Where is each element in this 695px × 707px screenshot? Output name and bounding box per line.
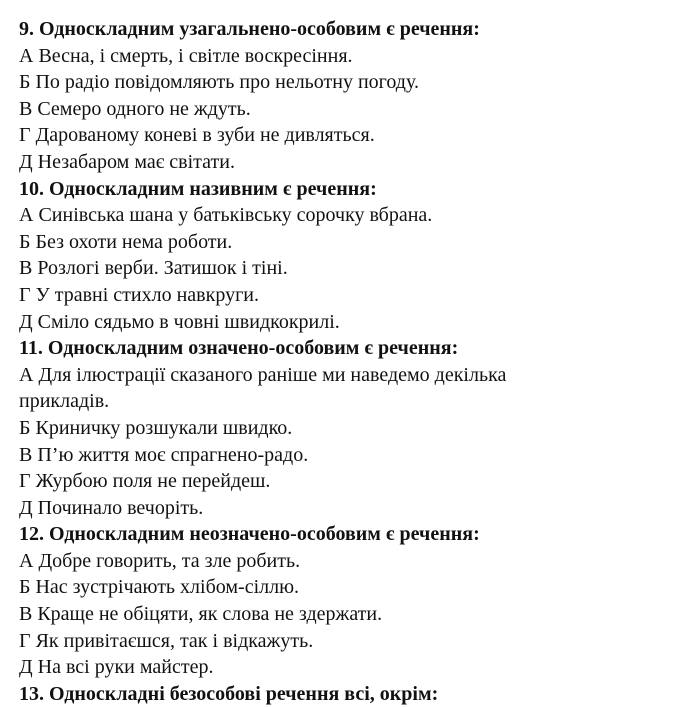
- option-line: А Для ілюстрації сказаного раніше ми наведемо декілька: [19, 363, 507, 386]
- option-line: Г Журбою поля не перейдеш.: [19, 470, 271, 493]
- option-line: А Весна, і смерть, і світле воскресіння.: [19, 44, 353, 67]
- question-heading: 12. Односкладним неозначено-особовим є речення:: [19, 523, 480, 546]
- option-line: Г Дарованому коневі в зуби не дивляться.: [19, 124, 375, 147]
- option-line: В П’ю життя моє спрагнено-радо.: [19, 443, 309, 466]
- option-line: Г Як привітаєшся, так і відкажуть.: [19, 629, 314, 652]
- question-heading: 10. Односкладним називним є речення:: [19, 177, 377, 200]
- question-heading: 11. Односкладним означено-особовим є речення:: [19, 337, 459, 360]
- question-10: [19, 176, 689, 336]
- question-11: [19, 335, 689, 521]
- option-line: Б Криничку розшукали швидко.: [19, 416, 293, 439]
- question-heading: 13. Односкладні безособові речення всі, окрім:: [19, 682, 439, 705]
- option-line: А Добре говорить, та зле робить.: [19, 549, 301, 572]
- question-13: [19, 681, 689, 707]
- option-line: Д На всі руки майстер.: [19, 656, 214, 679]
- option-line: В Розлогі верби. Затишок і тіні.: [19, 257, 288, 280]
- option-line: Д Сміло сядьмо в човні швидкокрилі.: [19, 310, 340, 333]
- option-line: прикладів.: [19, 390, 110, 413]
- option-line: Д Незабаром має світати.: [19, 150, 235, 173]
- document-page: [19, 16, 689, 707]
- option-line: Б Без охоти нема роботи.: [19, 230, 233, 253]
- option-line: Б По радіо повідомляють про нельотну погоду.: [19, 71, 419, 94]
- option-line: Г У травні стихло навкруги.: [19, 283, 259, 306]
- option-line: В Краще не обіцяти, як слова не здержати.: [19, 603, 383, 626]
- question-12: [19, 521, 689, 681]
- option-line: Б Нас зустрічають хлібом-сіллю.: [19, 576, 300, 599]
- option-line: В Семеро одного не ждуть.: [19, 97, 251, 120]
- question-heading: 9. Односкладним узагальнено-особовим є речення:: [19, 18, 480, 40]
- option-line: Д Починало вечоріть.: [19, 496, 204, 519]
- question-9: [19, 16, 689, 176]
- option-line: А Синівська шана у батьківську сорочку вбрана.: [19, 204, 433, 227]
